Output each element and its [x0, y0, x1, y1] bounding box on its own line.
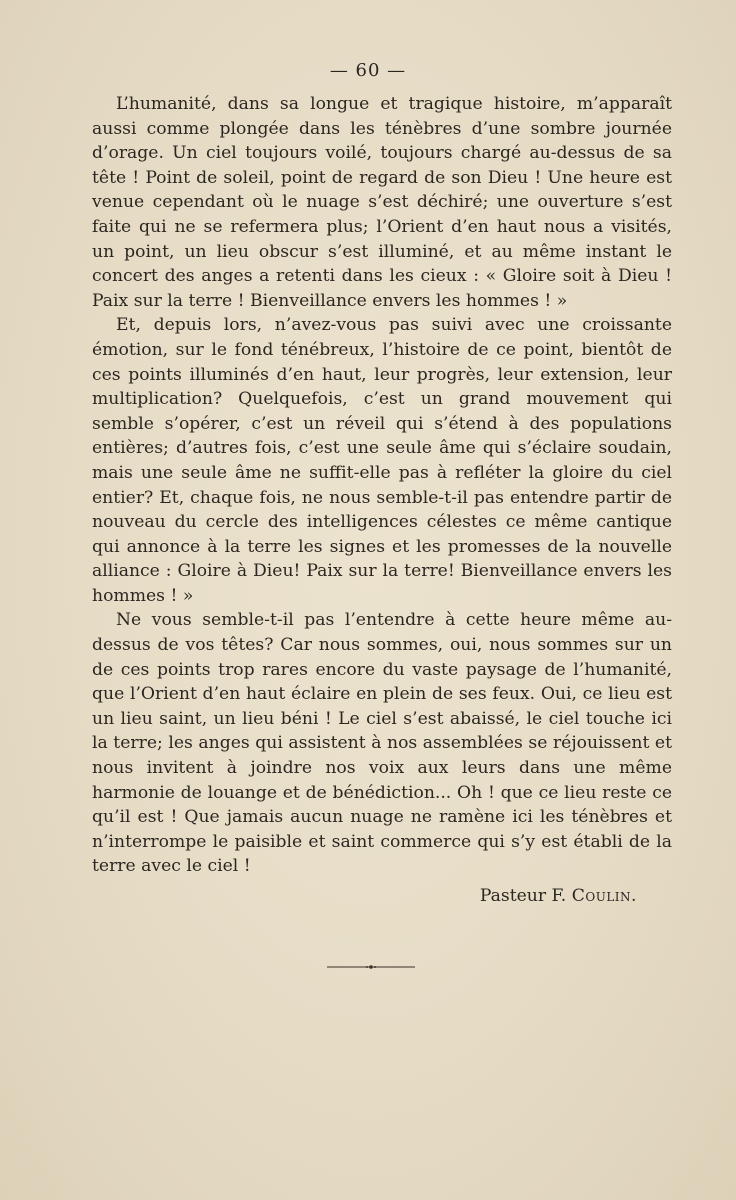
end-ornament-rule	[327, 963, 415, 971]
paragraph-2: Et, depuis lors, n’avez-vous pas suivi avec une croissante émotion, sur le fond ténébreux, l’histoire de ce point, bientôt de ces points illuminés d’en haut, leur progrès, leur extension, leur multiplication? Quelquefois, c’est un grand mouvement qui semble s’opérer, c’est un réveil qui s’étend à des populations entières; d’autres fois, c’est une seule âme qui s’éclaire soudain, mais une seule âme ne suffit-elle pas à refléter la gloire du ciel entier? Et, chaque fois, ne nous semble-t-il pas entendre partir de nouveau du cercle des intelligences célestes ce même cantique qui annonce à la terre les signes et les promesses de la nouvelle alliance : Gloire à Dieu! Paix sur la terre! Bienveillance envers les hommes ! »	[92, 315, 672, 606]
signature-title: Pasteur F.	[479, 886, 567, 906]
page-number: — 60 —	[329, 60, 407, 81]
signature-name: Coulin.	[571, 886, 637, 906]
signature	[92, 886, 637, 906]
paragraph-1: L’humanité, dans sa longue et tragique histoire, m’apparaît aussi comme plongée dans les ténèbres d’une sombre journée d’orage. Un ciel toujours voilé, toujours chargé au-dessus de sa tête ! Point de soleil, point de regard de son Dieu ! Une heure est venue cependant où le nuage s’est déchiré; une ouverture s’est faite qui ne se refermera plus; l’Orient d’en haut nous a visités, un point, un lieu obscur s’est illuminé, et au même instant le concert des anges a retenti dans les cieux : « Gloire soit à Dieu ! Paix sur la terre ! Bienveillance envers les hommes ! »	[92, 94, 672, 311]
paragraph-3: Ne vous semble-t-il pas l’entendre à cette heure même au-dessus de vos têtes? Car nous sommes, oui, nous sommes sur un de ces points trop rares encore du vaste paysage de l’humanité, que l’Orient d’en haut éclaire en plein de ses feux. Oui, ce lieu est un lieu saint, un lieu béni ! Le ciel s’est abaissé, le ciel touche ici la terre; les anges qui assistent à nos assemblées se réjouissent et nous invitent à joindre nos voix aux leurs dans une même harmonie de louange et de bénédiction... Oh ! que ce lieu reste ce qu’il est ! Que jamais aucun nuage ne ramène ici les ténèbres et n’interrompe le paisible et saint commerce qui s’y est établi de la terre avec le ciel !	[92, 610, 672, 877]
page-body	[92, 92, 672, 879]
